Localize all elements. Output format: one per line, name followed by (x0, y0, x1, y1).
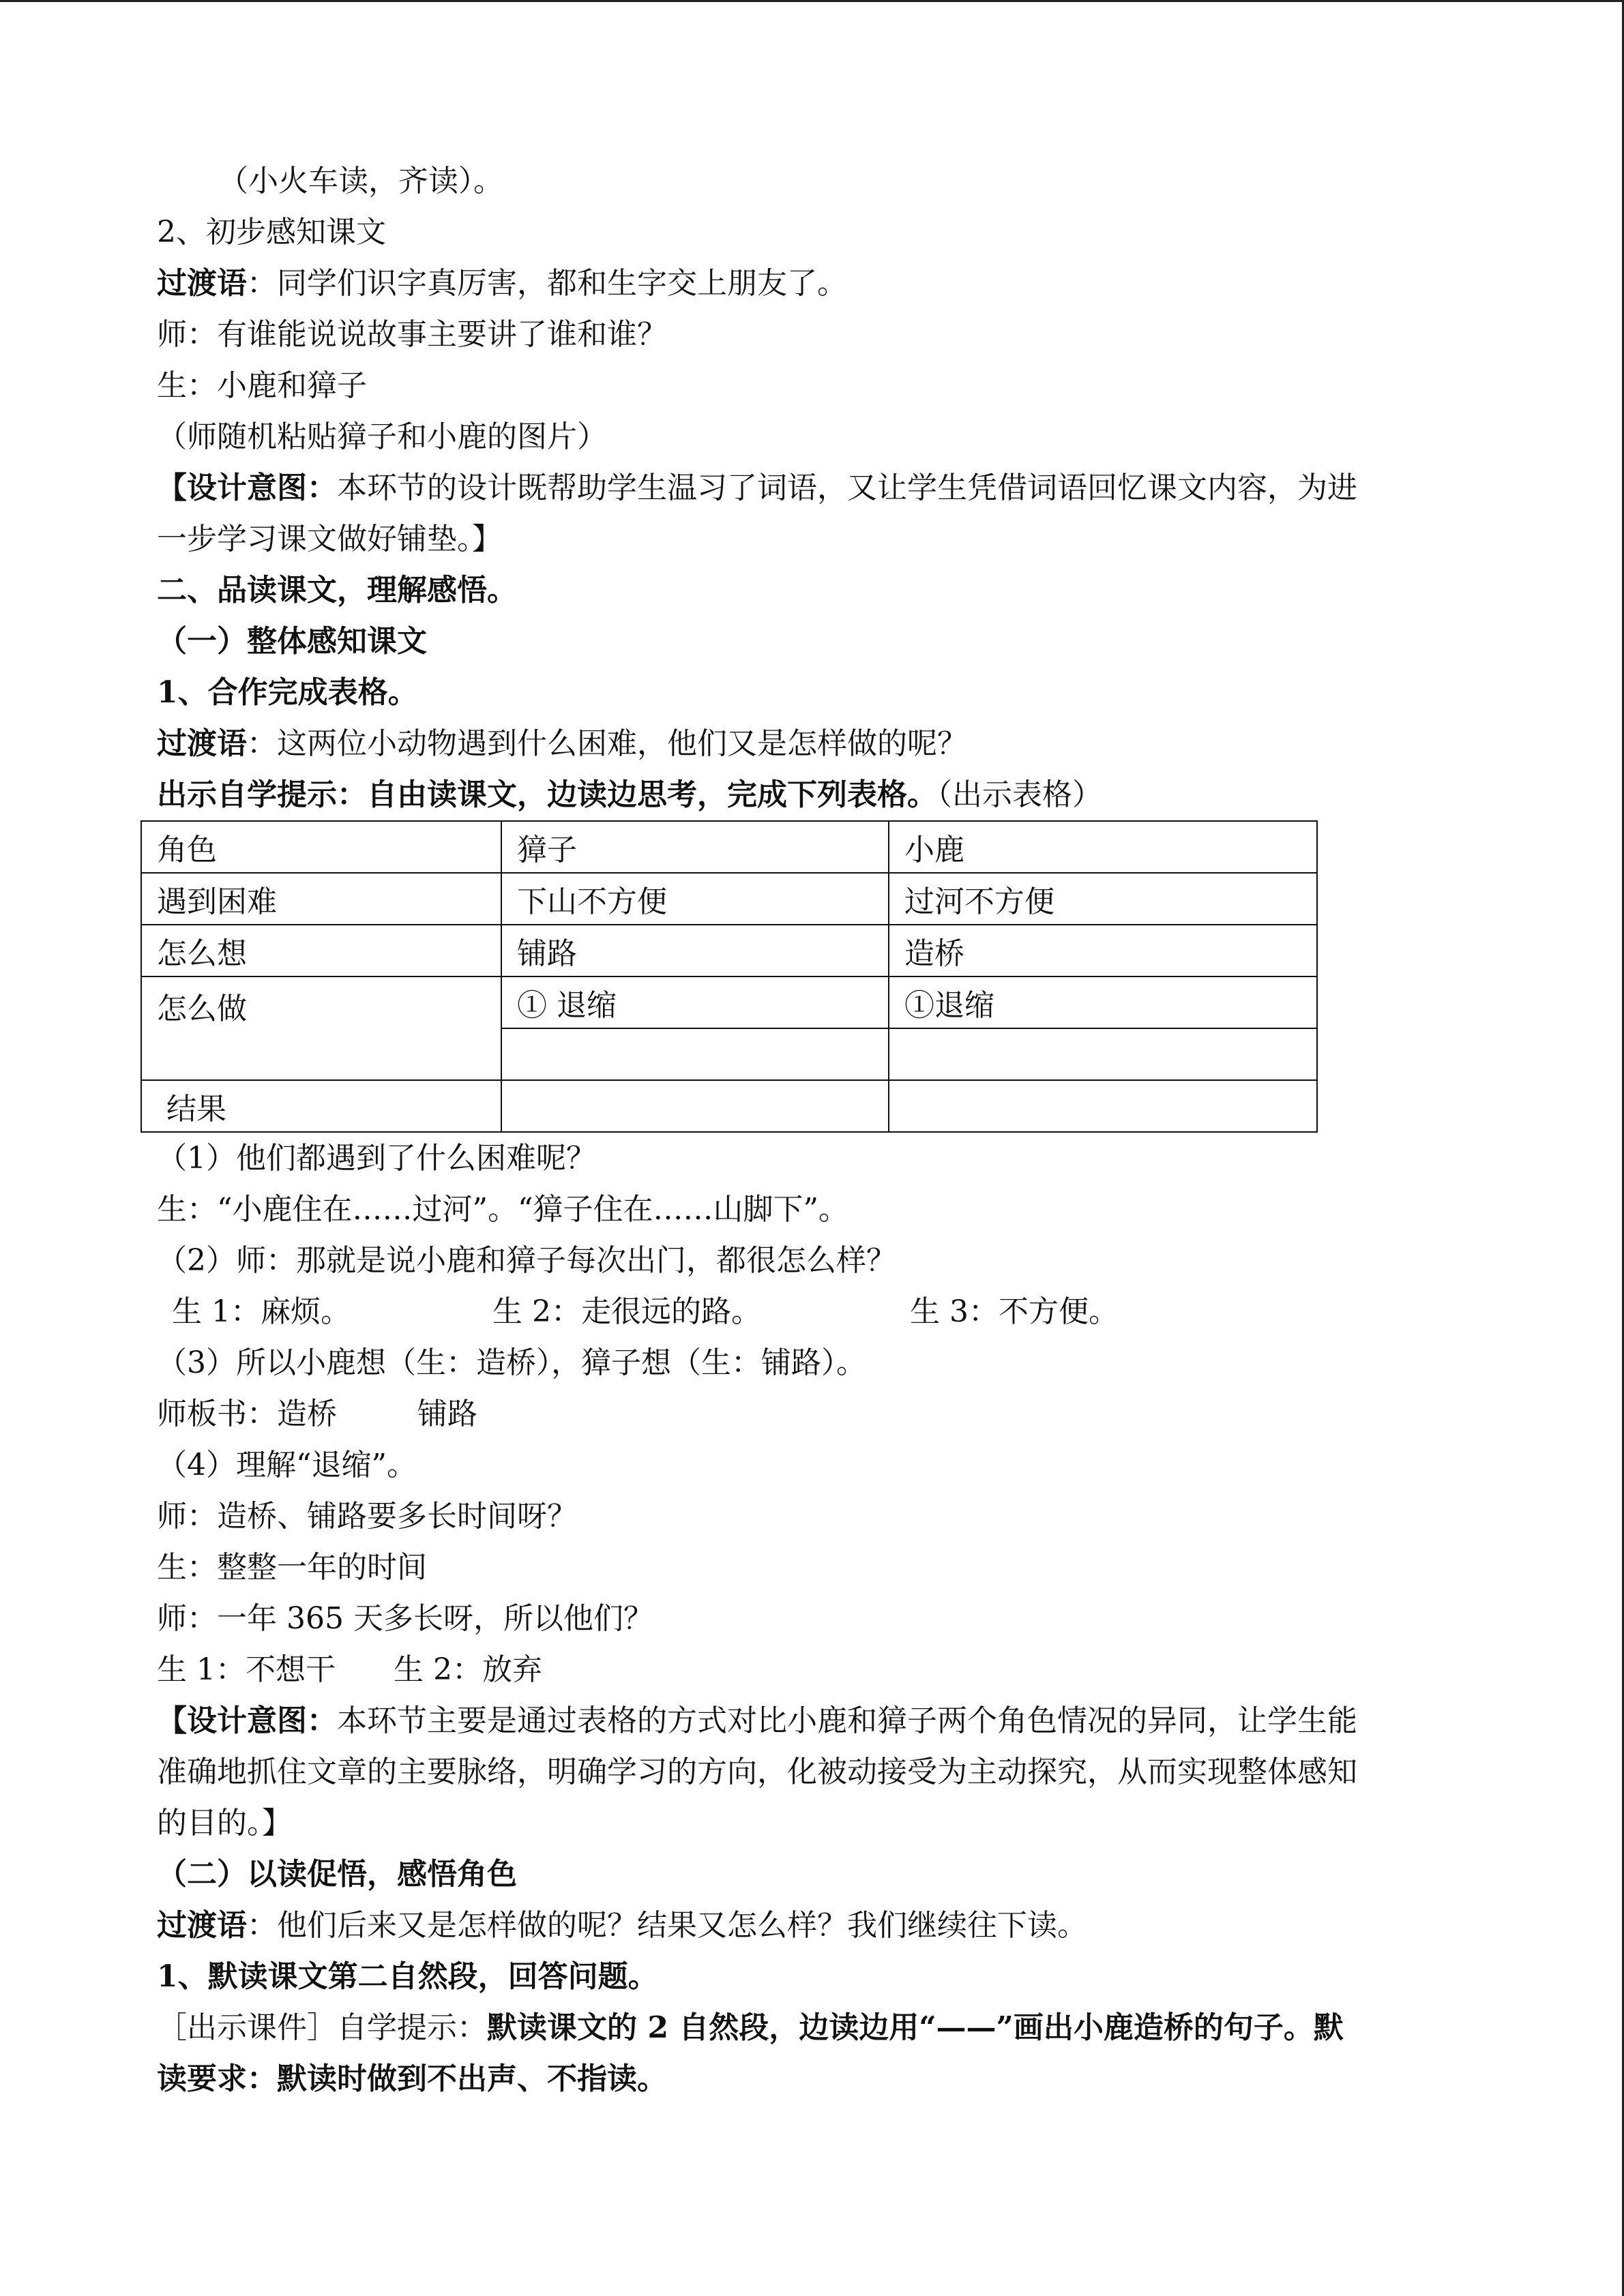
table-row (141, 976, 1317, 1028)
transition-text: ：这两位小动物遇到什么困难，他们又是怎样做的呢？ (247, 726, 967, 761)
answer-line: 生：“小鹿住在……过河”。“獐子住在……山脚下”。 (157, 1192, 848, 1227)
table-cell: 结果 (141, 1080, 501, 1132)
question-line: （4）理解“退缩”。 (157, 1448, 417, 1482)
student-answer: 生 1：麻烦。 (172, 1294, 351, 1329)
transition-label: 过渡语 (157, 1908, 247, 1943)
student-answer: 生 3：不方便。 (910, 1294, 1119, 1329)
transition-text: ：同学们识字真厉害，都和生字交上朋友了。 (247, 266, 847, 301)
student-line: 生：小鹿和獐子 (157, 368, 367, 403)
prompt-line (157, 769, 1466, 820)
board-label: 师板书：造桥 (157, 1397, 337, 1431)
subsection-heading: （一）整体感知课文 (157, 624, 427, 659)
answer-line (157, 1286, 1466, 1337)
design-intent-cont: 准确地抓住文章的主要脉络，明确学习的方向，化被动接受为主动探究，从而实现整体感知 (157, 1755, 1357, 1789)
table-row (141, 925, 1317, 976)
table-cell (501, 1080, 889, 1132)
transition-line (157, 1900, 1466, 1951)
question-line: （2）师：那就是说小鹿和獐子每次出门，都很怎么样？ (157, 1243, 896, 1278)
table-cell: 过河不方便 (889, 873, 1317, 925)
table-cell: 角色 (141, 821, 501, 873)
table-cell: 遇到困难 (141, 873, 501, 925)
student-line: 生：整整一年的时间 (157, 1550, 427, 1585)
teacher-line: 师：有谁能说说故事主要讲了谁和谁？ (157, 317, 667, 352)
design-intent-cont: 的目的。】 (157, 1806, 292, 1840)
question-line: （1）他们都遇到了什么困难呢？ (157, 1141, 596, 1176)
teacher-line: 师：造桥、铺路要多长时间呀？ (157, 1499, 577, 1534)
section-heading: 2、初步感知课文 (157, 215, 386, 250)
design-intent (157, 462, 1466, 513)
table-cell (501, 1028, 889, 1080)
comparison-table (141, 820, 1318, 1133)
table-cell: ①退缩 (889, 976, 1317, 1028)
section-heading-2: 二、品读课文，理解感悟。 (157, 573, 517, 608)
table-cell: 怎么想 (141, 925, 501, 976)
table-cell: 小鹿 (889, 821, 1317, 873)
table-cell (889, 1028, 1317, 1080)
design-text: 本环节主要是通过表格的方式对比小鹿和獐子两个角色情况的异同，让学生能 (337, 1703, 1357, 1738)
page-border-top (0, 0, 1624, 2)
prompt-normal: （出示表格） (937, 777, 1102, 812)
prompt-bold: 出示自学提示：自由读课文，边读边思考，完成下列表格。 (157, 777, 937, 812)
transition-text: ：他们后来又是怎样做的呢？结果又怎么样？我们继续往下读。 (247, 1908, 1087, 1943)
question-line: （3）所以小鹿想（生：造桥），獐子想（生：铺路）。 (157, 1345, 866, 1380)
table-row (141, 821, 1317, 873)
task-line (157, 2002, 1466, 2053)
teacher-line: 师：一年 365 天多长呀，所以他们？ (157, 1601, 653, 1636)
table-row (141, 1080, 1317, 1132)
table-cell: 造桥 (889, 925, 1317, 976)
transition-line (157, 258, 1466, 309)
design-label: 【设计意图： (157, 471, 337, 505)
step-heading: 1、默读课文第二自然段，回答问题。 (157, 1959, 658, 1994)
table-cell: ① 退缩 (501, 976, 889, 1028)
board-word: 铺路 (417, 1397, 477, 1431)
table-cell: 獐子 (501, 821, 889, 873)
student-answer: 生 2：走很远的路。 (492, 1294, 761, 1329)
table-row (141, 873, 1317, 925)
task-label: ［出示课件］自学提示： (157, 2010, 487, 2045)
student-answer: 生 2：放弃 (394, 1652, 542, 1687)
document-page (157, 155, 1466, 2104)
board-line (157, 1388, 1466, 1440)
transition-label: 过渡语 (157, 726, 247, 761)
text-line: （小火车读，齐读）。 (218, 164, 503, 198)
task-line-cont: 读要求：默读时做到不出声、不指读。 (157, 2061, 667, 2096)
transition-label: 过渡语 (157, 266, 247, 301)
design-text: 本环节的设计既帮助学生温习了词语，又让学生凭借词语回忆课文内容，为进 (337, 471, 1357, 505)
design-intent-cont: 一步学习课文做好铺垫。】 (157, 522, 502, 556)
table-cell (889, 1080, 1317, 1132)
design-label: 【设计意图： (157, 1703, 337, 1738)
table-cell: 铺路 (501, 925, 889, 976)
step-heading: 1、合作完成表格。 (157, 675, 418, 710)
task-text: 默读课文的 2 自然段，边读边用“——”画出小鹿造桥的句子。默 (487, 2010, 1344, 2045)
design-intent (157, 1695, 1466, 1746)
table-cell: 怎么做 (141, 976, 501, 1080)
student-line (157, 1644, 1466, 1695)
transition-line (157, 718, 1466, 769)
note-line: （师随机粘贴獐子和小鹿的图片） (157, 419, 607, 454)
table-cell: 下山不方便 (501, 873, 889, 925)
student-answer: 生 1：不想干 (157, 1652, 336, 1687)
subsection-heading: （二）以读促悟，感悟角色 (157, 1857, 517, 1892)
